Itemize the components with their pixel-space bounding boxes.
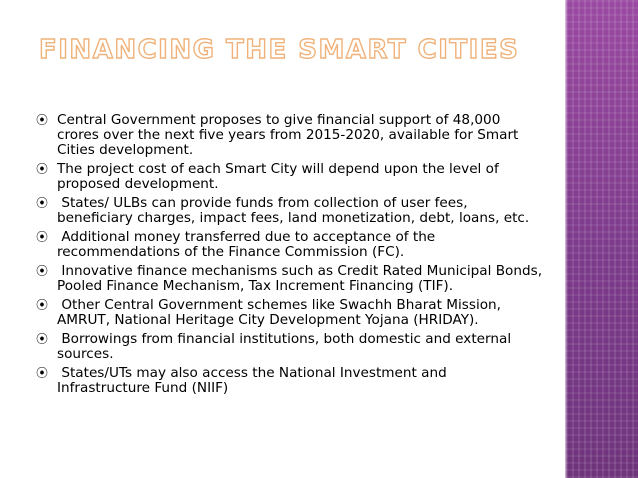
- bullet-text: Innovative finance mechanisms such as Credit Rated Municipal Bonds, Pooled Finance Mechanism, Tax Increment Financing (TIF).: [57, 263, 547, 294]
- bullet-item: [36, 298, 544, 328]
- target-bullet-icon: ⦿: [36, 298, 49, 312]
- bullet-list: [36, 112, 547, 396]
- target-bullet-icon: ⦿: [36, 196, 49, 210]
- bullet-text: Borrowings from financial institutions, both domestic and external sources.: [57, 331, 516, 362]
- bullet-text: States/ ULBs can provide funds from collection of user fees, beneficiary charges, impact fees, land monetization, debt, loans, etc.: [57, 195, 530, 226]
- target-bullet-icon: ⦿: [36, 366, 49, 380]
- target-bullet-icon: ⦿: [36, 264, 49, 278]
- decorative-right-band: [565, 0, 638, 478]
- bullet-text: States/UTs may also access the National Investment and Infrastructure Fund (NIIF): [57, 365, 452, 396]
- bullet-item: [36, 230, 544, 260]
- bullet-text: The project cost of each Smart City will depend upon the level of proposed development.: [57, 161, 504, 192]
- bullet-text: Additional money transferred due to acceptance of the recommendations of the Finance Commission (FC).: [57, 229, 440, 260]
- target-bullet-icon: ⦿: [36, 332, 49, 346]
- target-bullet-icon: ⦿: [36, 230, 49, 244]
- slide-title: FINANCING THE SMART CITIES: [39, 35, 520, 65]
- bullet-item: [36, 332, 544, 362]
- bullet-item: [36, 366, 544, 396]
- target-bullet-icon: ⦿: [36, 113, 49, 127]
- target-bullet-icon: ⦿: [36, 162, 49, 176]
- bullet-item: [36, 196, 544, 226]
- slide-content: [36, 112, 547, 400]
- bullet-text: Central Government proposes to give financial support of 48,000 crores over the next five years from 2015-2020, available for Smart Cities development.: [57, 112, 523, 158]
- bullet-item: [36, 162, 544, 192]
- bullet-item: [36, 113, 544, 158]
- bullet-item: [36, 263, 547, 294]
- bullet-text: Other Central Government schemes like Swachh Bharat Mission, AMRUT, National Heritage City Development Yojana (HRIDAY).: [57, 297, 506, 328]
